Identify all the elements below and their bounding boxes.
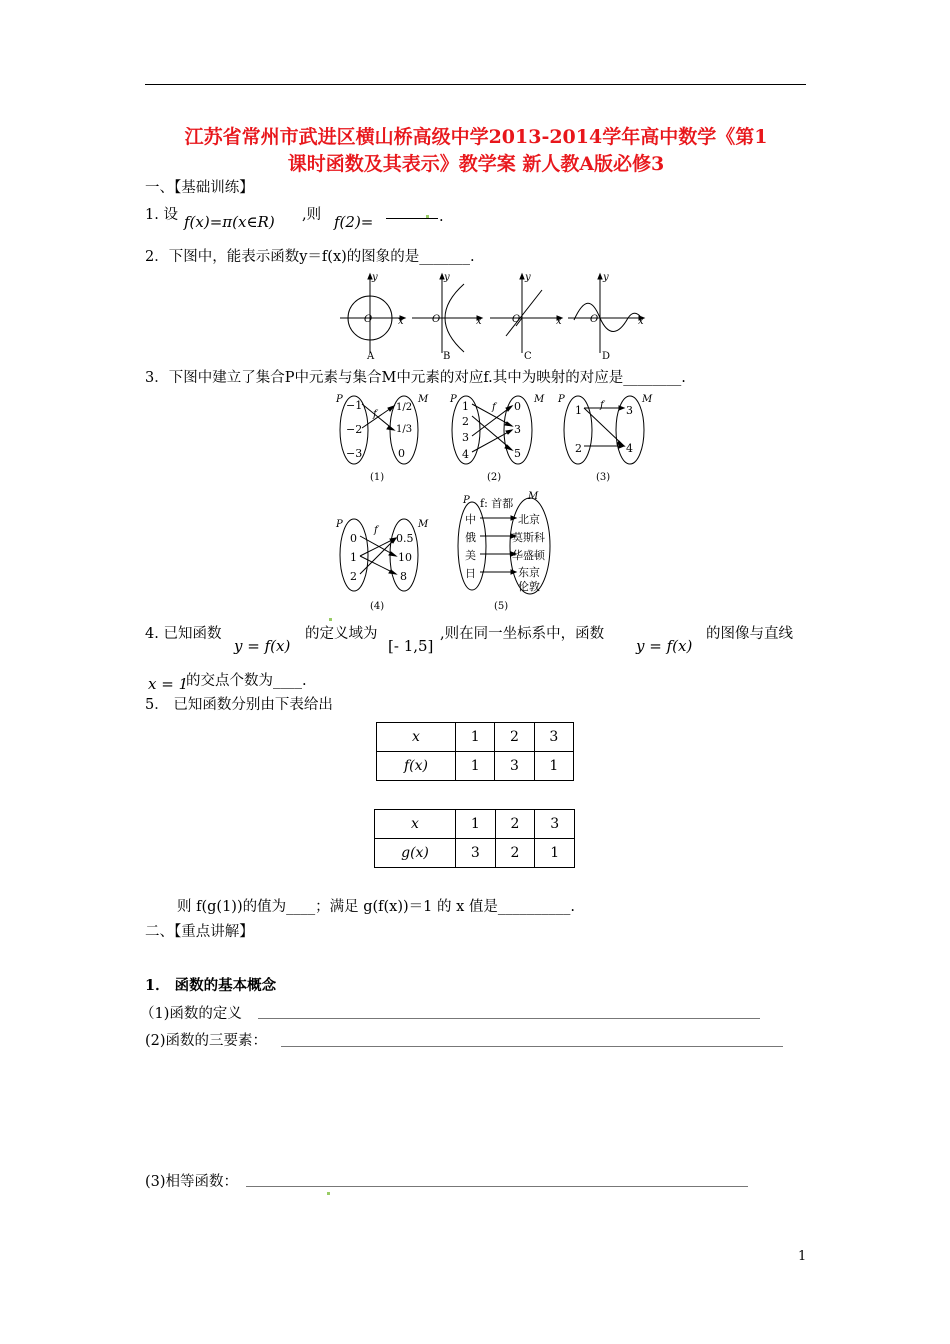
map4-m-1: 0.5 [396,532,414,545]
table-f-cell-3: 1 [534,752,573,781]
map5-f: f: 首都 [480,497,514,510]
map3-p-2: 2 [575,442,582,455]
table-f-header-1: 1 [456,723,495,752]
map4-m-2: 10 [398,551,412,564]
graph-b-label: B [443,351,451,362]
map4-p-2: 1 [350,551,357,564]
map4-label: (4) [370,601,385,612]
map5-m-2: 莫斯科 [512,531,545,544]
table-f [376,722,574,781]
table-g [374,809,575,868]
graph-a-y: y [372,272,378,283]
three-elements-answer-line [281,1046,783,1047]
map2-label: (2) [487,472,502,483]
map5-m-4: 东京 [518,566,540,579]
graph-a-x: x [398,316,404,327]
table-g-cell-3: 1 [535,839,575,868]
q1-mid: ,则 [302,207,322,223]
map2-p-3: 3 [462,431,469,444]
map5-label: (5) [494,601,509,612]
map5-m-5: 伦敦 [518,580,540,593]
q5-text: 5． 已知函数分别由下表给出 [145,697,333,713]
map3-p-1: 1 [575,404,582,417]
q2-text: 2．下图中，能表示函数y＝f(x)的图象的是_______. [145,249,475,265]
graph-a-origin: O [364,314,373,325]
map5-m-3: 华盛顿 [512,549,545,562]
table-f-header-3: 3 [534,723,573,752]
graph-d-y: y [603,272,609,283]
map2-p-4: 4 [462,448,469,461]
graph-c-origin: O [512,314,521,325]
map2-m-2: 3 [514,423,521,436]
q4-mid-3: 的图像与直线 [706,626,793,642]
q2-graphs [330,268,660,364]
map5-m-1: 北京 [518,513,540,526]
graph-b-x: x [476,316,482,327]
table-f-row-label: f(x) [377,752,456,781]
q1-expr-1: f(x)=π(x∈R) [184,213,275,231]
map2-p-1: 1 [462,400,469,413]
table-f-header-x: x [377,723,456,752]
table-f-header-2: 2 [495,723,534,752]
map5-p-1: 中 [465,513,476,526]
marker-dot [426,215,429,218]
q5-answer-line: 则 f(g(1))的值为____；满足 g(f(x))＝1 的 x 值是__________. [177,899,576,915]
map2-set-p: P [450,394,457,405]
graph-c-x: x [556,316,562,327]
item-equal-functions: (3)相等函数： [145,1174,239,1190]
section-1-heading: 一、【基础训练】 [145,180,254,196]
q1-expr-2: f(2)= [334,213,374,231]
q4-expr-2: [- 1,5] [388,637,434,655]
graph-b-y: y [444,272,450,283]
map5-p-3: 美 [465,549,476,562]
map1-set-p: P [336,394,343,405]
map4-set-m: M [418,519,429,530]
map1-f: f [373,409,377,420]
map1-p-1: −1 [346,399,363,412]
page-number: 1 [798,1249,807,1264]
table-g-header-x: x [375,810,456,839]
map3-m-1: 3 [626,404,633,417]
graph-d-origin: O [590,314,599,325]
title-line-1: 江苏省常州市武进区横山桥高级中学2013-2014学年高中数学《第1 [184,126,768,148]
item-definition: （1)函数的定义 [140,1006,242,1022]
marker-dot-2 [329,618,332,621]
map5-p-4: 日 [465,567,476,580]
table-f-cell-2: 3 [495,752,534,781]
q4-expr-1: y = f(x) [234,637,291,655]
q4-expr-4: x = 1 [148,675,189,693]
map3-m-2: 4 [626,442,633,455]
map2-p-2: 2 [462,415,469,428]
q4-lead: 4. 已知函数 [145,626,222,642]
table-f-cell-1: 1 [456,752,495,781]
q1-end: . [439,209,444,225]
q3-text: 3．下图中建立了集合P中元素与集合M中元素的对应f.其中为映射的对应是________. [145,370,686,386]
q4-mid-1: 的定义域为 [305,626,378,642]
map4-p-3: 2 [350,570,357,583]
map1-label: (1) [370,472,385,483]
map1-m-3: 0 [398,447,405,460]
map4-set-p: P [336,519,343,530]
q1-answer-blank [386,218,438,219]
map1-m-1: 1/2 [396,402,413,413]
marker-dot-3 [327,1192,330,1195]
table-g-row-label: g(x) [375,839,456,868]
map3-f: f [600,400,604,411]
q4-expr-3: y = f(x) [636,637,693,655]
graph-a-label: A [367,351,375,362]
q4-end: 的交点个数为____. [186,673,307,689]
q1-lead: 1. 设 [145,207,178,223]
map2-m-3: 5 [514,447,521,460]
map2-m-1: 0 [514,400,521,413]
map1-p-3: −3 [346,447,363,460]
graph-d-label: D [602,351,611,362]
graph-c-label: C [524,351,532,362]
graph-b-origin: O [432,314,441,325]
map5-set-m: M [528,491,539,502]
table-g-cell-2: 2 [495,839,535,868]
title-line-2: 课时函数及其表示》教学案 新人教A版必修3 [287,153,665,175]
q4-mid-2: ,则在同一坐标系中，函数 [440,626,605,642]
header-rule [145,84,806,85]
map1-p-2: −2 [346,423,363,436]
map4-p-1: 0 [350,532,357,545]
map3-label: (3) [596,472,611,483]
map3-set-m: M [642,394,653,405]
equal-functions-answer-line [246,1186,748,1187]
map5-set-p: P [463,495,470,506]
map1-set-m: M [418,394,429,405]
graph-d-x: x [638,316,644,327]
definition-answer-line [258,1018,760,1019]
map2-f: f [492,402,496,413]
map2-set-m: M [534,394,545,405]
map5-p-2: 俄 [465,531,476,544]
table-g-header-1: 1 [456,810,496,839]
map1-m-2: 1/3 [396,424,413,435]
map4-m-3: 8 [400,570,407,583]
table-g-header-3: 3 [535,810,575,839]
table-g-header-2: 2 [495,810,535,839]
map4-f: f [374,525,378,536]
table-g-cell-1: 3 [456,839,496,868]
graph-c-y: y [525,272,531,283]
point-1-heading: 1． 函数的基本概念 [145,977,277,994]
map3-set-p: P [558,394,565,405]
section-2-heading: 二、【重点讲解】 [145,924,254,940]
item-three-elements: (2)函数的三要素： [145,1033,268,1049]
